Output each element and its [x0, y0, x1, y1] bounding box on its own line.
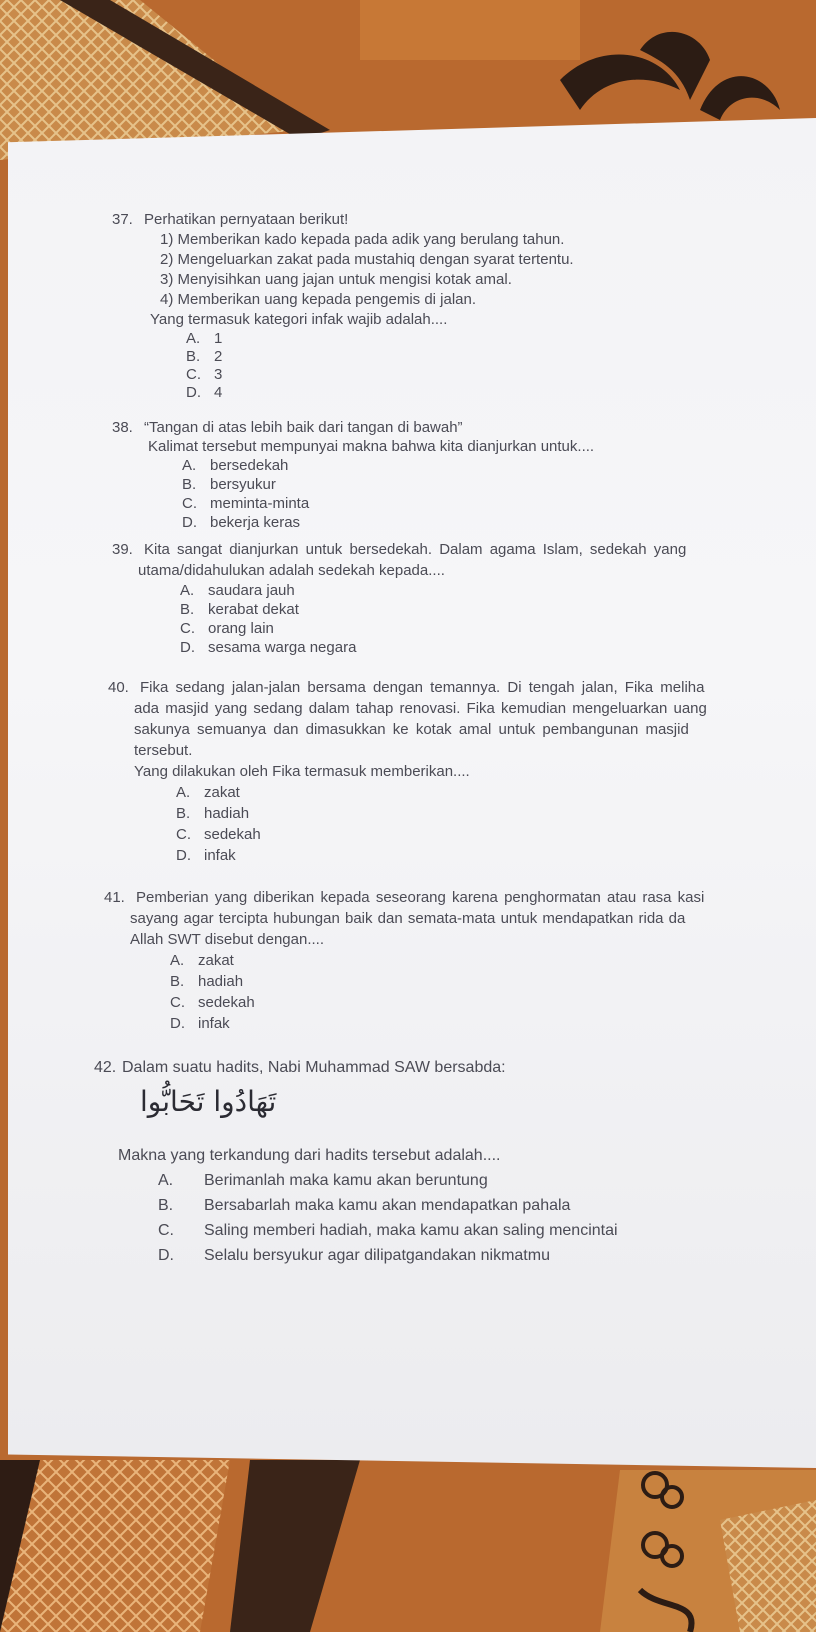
question-39: 39. Kita sangat dianjurkan untuk bersedekah. Dalam agama Islam, sedekah yang — [112, 541, 687, 558]
option-c: C. meminta-minta — [182, 495, 310, 512]
option-d: D. 4 — [186, 384, 223, 401]
question-40: 40. Fika sedang jalan-jalan bersama dengan temannya. Di tengah jalan, Fika meliha — [108, 679, 705, 696]
question-41: 41. Pemberian yang diberikan kepada seseorang karena penghormatan atau rasa kasi — [104, 889, 705, 906]
arabic-hadith-text: تَهَادُوا تَحَابُّوا — [140, 1085, 277, 1118]
option-d: D. infak — [176, 847, 236, 864]
question-number: 37. — [112, 211, 133, 228]
question-prompt: Makna yang terkandung dari hadits tersebut adalah.... — [118, 1147, 501, 1164]
question-prompt: Yang termasuk kategori infak wajib adalah.... — [150, 311, 448, 328]
question-prompt: Yang dilakukan oleh Fika termasuk memberikan.... — [134, 763, 470, 780]
question-prompt: Allah SWT disebut dengan.... — [130, 931, 325, 948]
option-b: B. kerabat dekat — [180, 601, 299, 618]
option-a: A. saudara jauh — [180, 582, 295, 599]
question-text: sayang agar tercipta hubungan baik dan semata-mata untuk mendapatkan rida da — [130, 910, 686, 927]
statement-1: 1) Memberikan kado kepada pada adik yang berulang tahun. — [160, 231, 565, 248]
option-c: C. sedekah — [170, 994, 255, 1011]
option-c: C. 3 — [186, 366, 223, 383]
option-b: B. hadiah — [170, 973, 244, 990]
statement-2: 2) Mengeluarkan zakat pada mustahiq dengan syarat tertentu. — [160, 251, 574, 268]
option-c: C. orang lain — [180, 620, 274, 637]
question-text: utama/didahulukan adalah sedekah kepada.... — [138, 562, 445, 579]
option-b: B. bersyukur — [182, 476, 276, 493]
question-text: ada masjid yang sedang dalam tahap renovasi. Fika kemudian mengeluarkan uang — [134, 700, 707, 717]
option-b: B. hadiah — [176, 805, 250, 822]
option-c: C. Saling memberi hadiah, maka kamu akan saling mencintai — [158, 1222, 618, 1239]
question-text: Kalimat tersebut mempunyai makna bahwa kita dianjurkan untuk.... — [148, 438, 595, 455]
question-intro: Perhatikan pernyataan berikut! — [144, 211, 349, 228]
question-37 — [112, 210, 816, 230]
statement-3: 3) Menyisihkan uang jajan untuk mengisi kotak amal. — [160, 271, 512, 288]
option-a: A. zakat — [170, 952, 234, 969]
option-a: A. 1 — [186, 330, 223, 347]
statement-4: 4) Memberikan uang kepada pengemis di jalan. — [160, 291, 477, 308]
option-d: D. infak — [170, 1015, 230, 1032]
option-a: A. bersedekah — [182, 457, 289, 474]
option-d: D. bekerja keras — [182, 514, 301, 531]
option-d: D. sesama warga negara — [180, 639, 357, 656]
question-text: tersebut. — [134, 742, 193, 759]
question-38: 38. “Tangan di atas lebih baik dari tangan di bawah” — [112, 419, 463, 436]
option-b: B. Bersabarlah maka kamu akan mendapatkan pahala — [158, 1197, 571, 1214]
question-text: sakunya semuanya dan dimasukkan ke kotak amal untuk pembangunan masjid — [134, 721, 689, 738]
question-42: 42. Dalam suatu hadits, Nabi Muhammad SAW bersabda: — [94, 1059, 506, 1076]
option-d: D. Selalu bersyukur agar dilipatgandakan nikmatmu — [158, 1247, 550, 1264]
option-a: A. zakat — [176, 784, 240, 801]
option-b: B. 2 — [186, 348, 223, 365]
option-a: A. Berimanlah maka kamu akan beruntung — [158, 1172, 488, 1189]
option-c: C. sedekah — [176, 826, 261, 843]
